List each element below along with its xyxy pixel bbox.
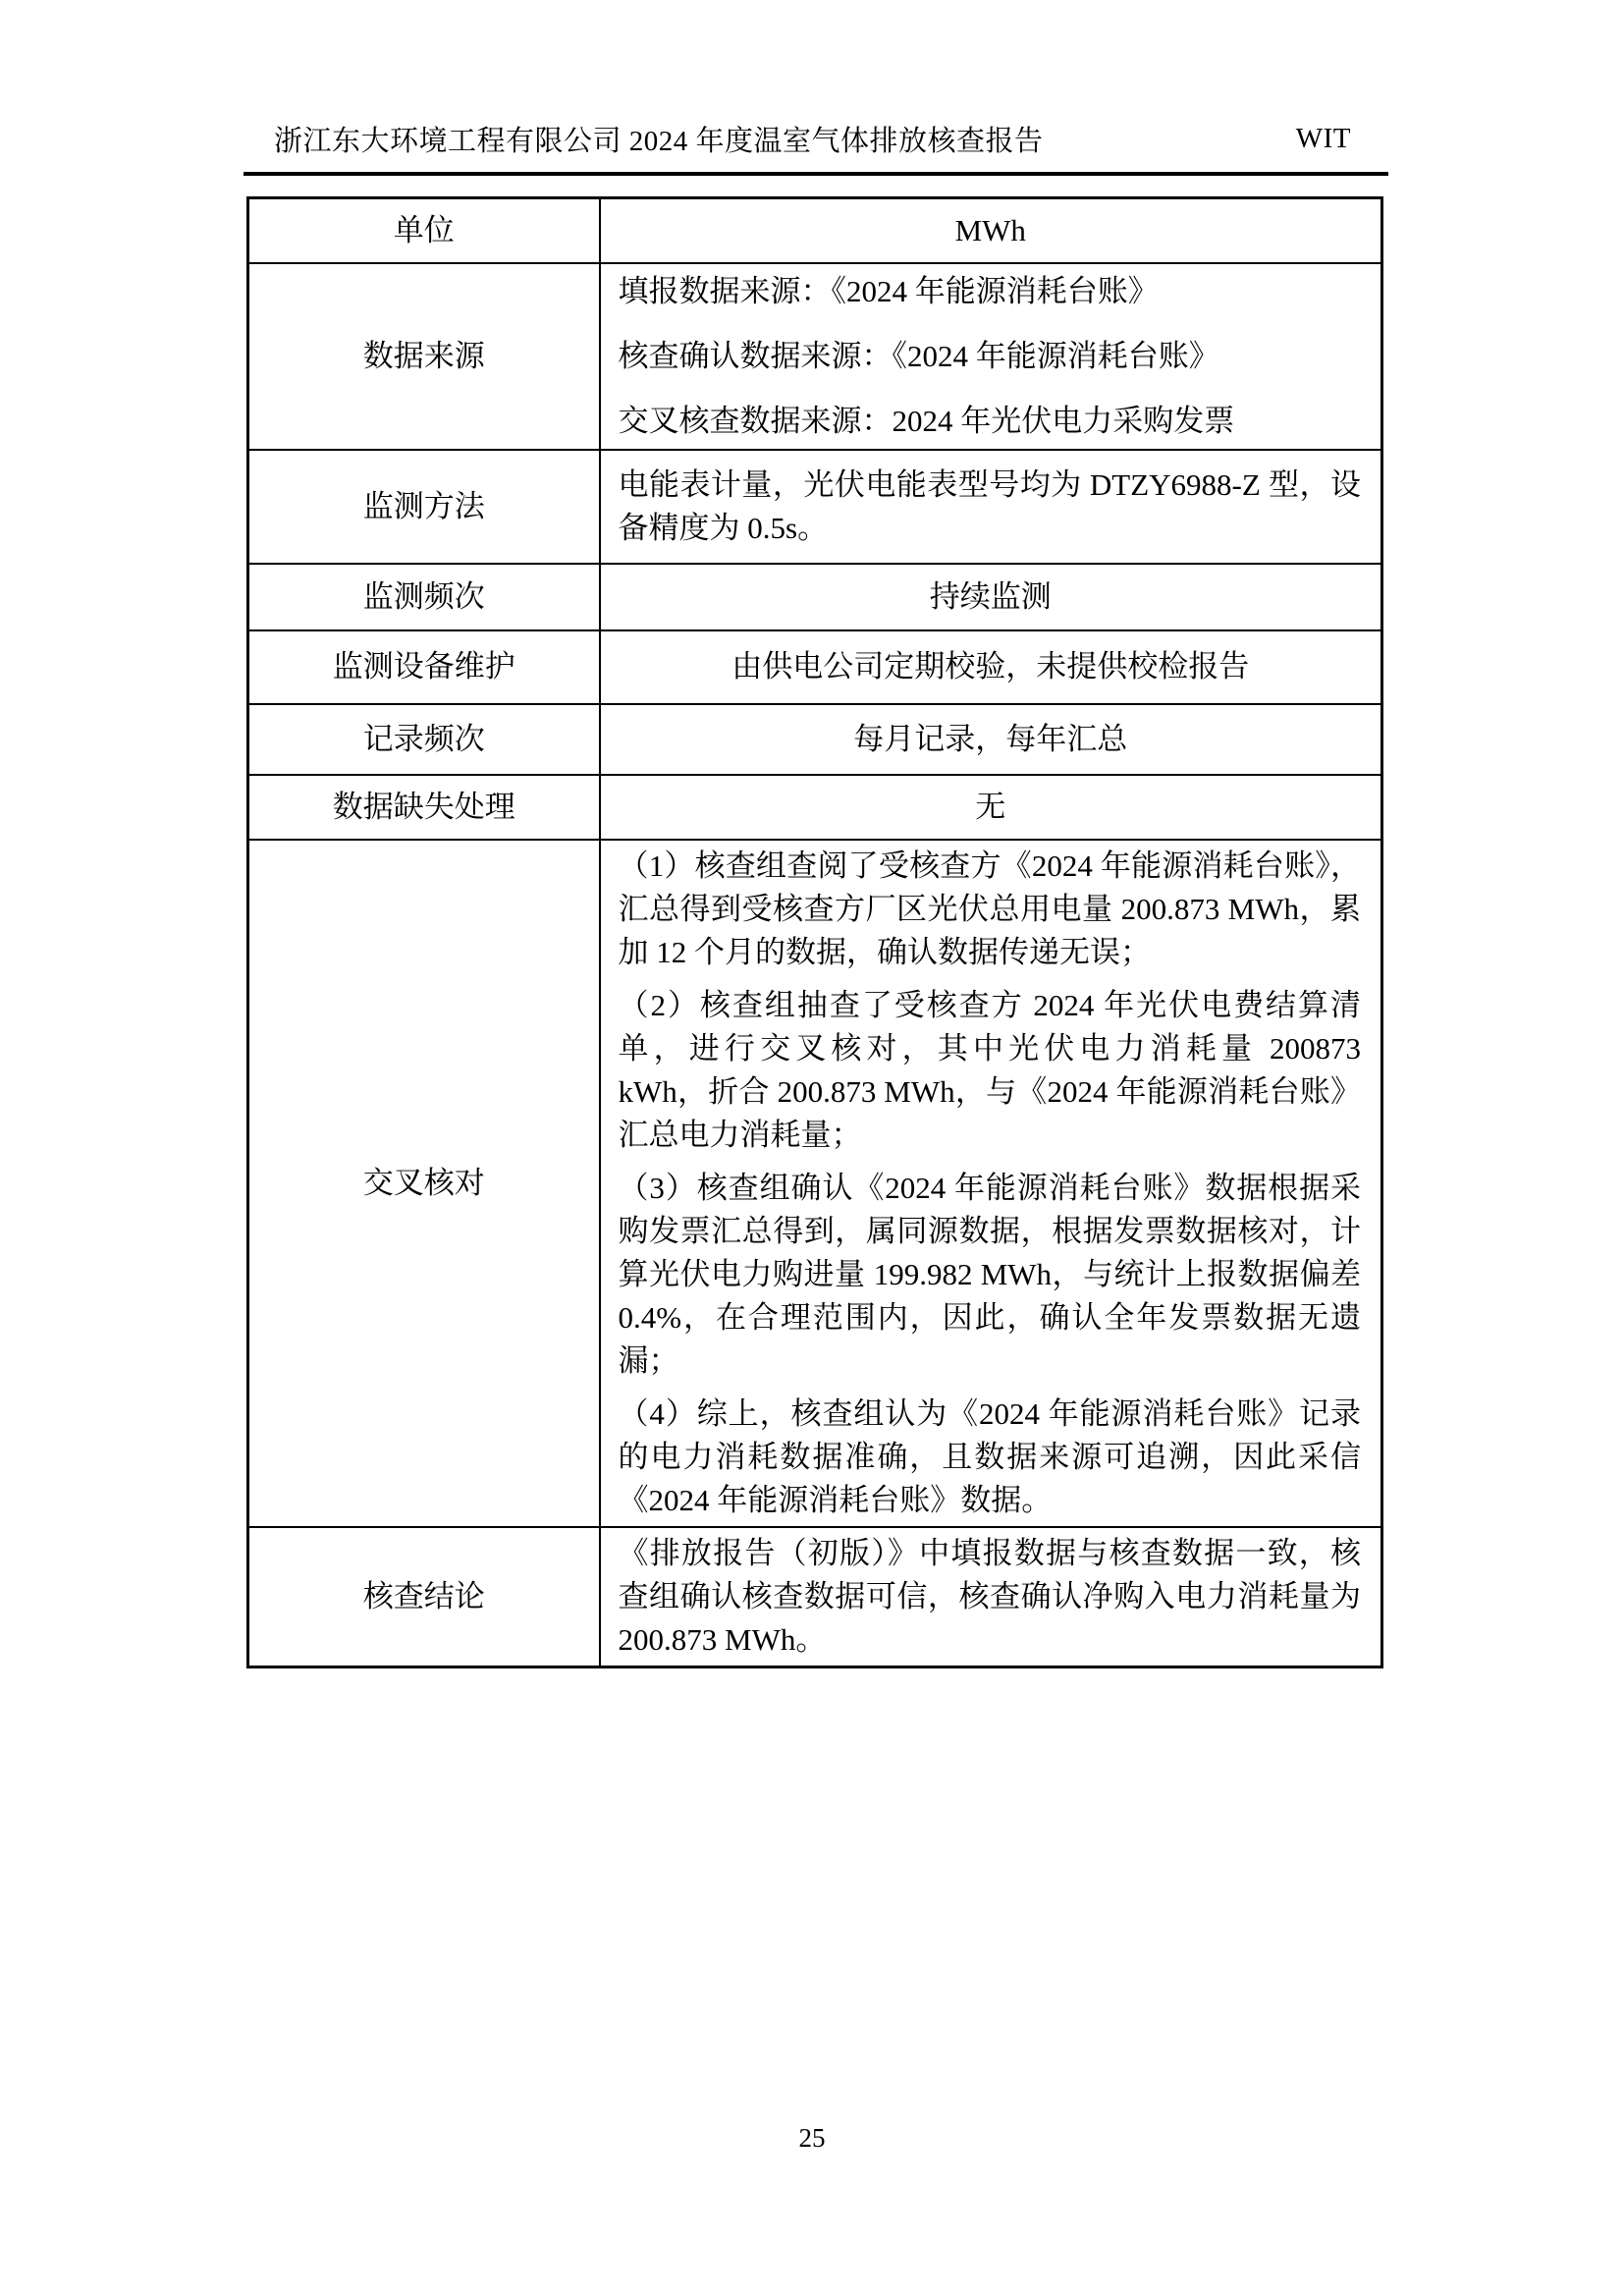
row-value: [600, 263, 1382, 450]
table-row-record-frequency: [248, 704, 1382, 775]
row-value: [600, 450, 1382, 564]
paragraph: （1）核查组查阅了受核查方《2024 年能源消耗台账》，汇总得到受核查方厂区光伏总用电量 200.873 MWh，累加 12 个月的数据，确认数据传递无误；: [618, 847, 1361, 969]
row-value: 每月记录，每年汇总: [600, 704, 1382, 775]
row-label: 核查结论: [248, 1527, 600, 1667]
monitoring-report-table: [246, 196, 1383, 1668]
row-label: 监测方法: [248, 450, 600, 564]
table-row-monitoring-method: [248, 450, 1382, 564]
header-title: 浙江东大环境工程有限公司 2024 年度温室气体排放核查报告: [274, 125, 1044, 157]
table-row-unit: [248, 198, 1382, 263]
row-value: 无: [600, 775, 1382, 840]
row-label: 数据缺失处理: [248, 775, 600, 840]
page-footer: [0, 2123, 1624, 2154]
table-row-conclusion: [248, 1527, 1382, 1667]
row-label: 记录频次: [248, 704, 600, 775]
row-label: 单位: [248, 198, 600, 263]
row-value: MWh: [600, 198, 1382, 263]
row-label: 交叉核对: [248, 840, 600, 1527]
page-header: [246, 116, 1383, 161]
paragraph: （2）核查组抽查了受核查方 2024 年光伏电费结算清单，进行交叉核对，其中光伏电力消耗量 200873 kWh，折合 200.873 MWh，与《2024 年能源消耗台账》汇总电力消耗量；: [618, 987, 1361, 1152]
table-row-monitoring-frequency: [248, 564, 1382, 630]
table-row-missing-data-handling: [248, 775, 1382, 840]
header-mark: WIT: [1295, 122, 1351, 154]
table-row-data-source: [248, 263, 1382, 450]
table-row-device-maintenance: [248, 630, 1382, 704]
row-value: [600, 1527, 1382, 1667]
paragraph: 核查确认数据来源：《2024 年能源消耗台账》: [618, 338, 1219, 373]
paragraph: 《排放报告（初版）》中填报数据与核查数据一致，核查组确认核查数据可信，核查确认净购入电力消耗量为 200.873 MWh。: [618, 1535, 1361, 1657]
paragraph: 交叉核查数据来源：2024 年光伏电力采购发票: [618, 403, 1235, 438]
paragraph: 填报数据来源：《2024 年能源消耗台账》: [618, 273, 1159, 308]
row-label: 监测频次: [248, 564, 600, 630]
paragraph: （4）综上，核查组认为《2024 年能源消耗台账》记录的电力消耗数据准确，且数据来源可追溯，因此采信《2024 年能源消耗台账》数据。: [618, 1395, 1361, 1517]
row-value: 由供电公司定期校验，未提供校检报告: [600, 630, 1382, 704]
row-label: 数据来源: [248, 263, 600, 450]
paragraph: （3）核查组确认《2024 年能源消耗台账》数据根据采购发票汇总得到，属同源数据，根据发票数据核对，计算光伏电力购进量 199.982 MWh，与统计上报数据偏差 0.4%，在合理范围内，因此，确认全年发票数据无遗漏；: [618, 1170, 1361, 1378]
row-label: 监测设备维护: [248, 630, 600, 704]
table-row-cross-check: [248, 840, 1382, 1527]
paragraph: 电能表计量，光伏电能表型号均为 DTZY6988-Z 型，设备精度为 0.5s。: [618, 466, 1361, 545]
header-rule: [244, 172, 1388, 176]
page-number: 25: [798, 2123, 826, 2153]
row-value: 持续监测: [600, 564, 1382, 630]
row-value: [600, 840, 1382, 1527]
